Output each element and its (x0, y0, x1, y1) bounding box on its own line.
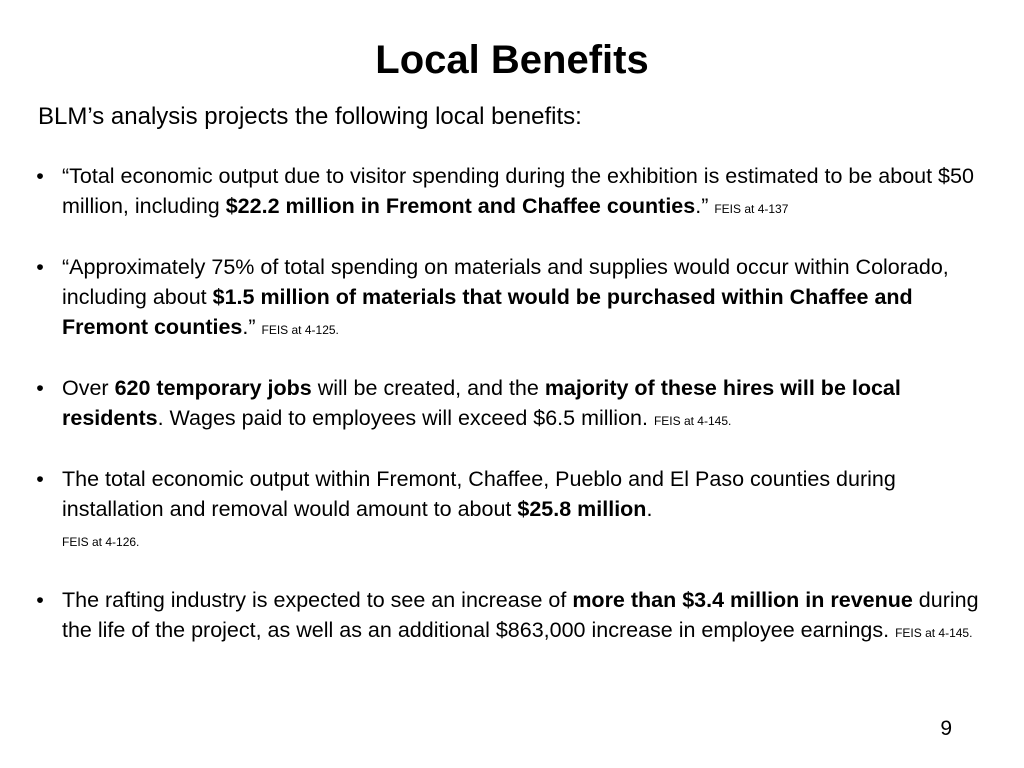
bullet-text: The rafting industry is expected to see an increase of (62, 588, 573, 612)
citation: FEIS at 4-145. (653, 414, 732, 428)
bullet-text: during the life of the project, as well as an additional $863,000 increase in employee earnings. (62, 588, 979, 642)
bullet-highlight: $25.8 million (517, 497, 647, 521)
bullet-dot-icon: • (36, 255, 44, 279)
bullet-dot-icon: • (36, 164, 44, 188)
bullet-highlight: majority of these hires will be local residents (62, 376, 901, 430)
bullet-text: .” (242, 315, 262, 339)
intro-text: BLM’s analysis projects the following local benefits: (38, 103, 582, 130)
bullet-text: The total economic output within Fremont, Chaffee, Pueblo and El Paso counties during installation and removal would amount to about (62, 467, 896, 521)
bullet-item (30, 161, 985, 224)
bullet-highlight: 620 temporary jobs (114, 376, 312, 400)
bullet-text: will be created, and the (311, 376, 545, 400)
citation: FEIS at 4-126. (62, 535, 140, 549)
citation: FEIS at 4-137 (714, 202, 789, 216)
bullet-highlight: more than $3.4 million in revenue (572, 588, 913, 612)
benefits-list (30, 161, 985, 676)
bullet-item (30, 585, 985, 648)
page-number: 9 (940, 717, 952, 740)
bullet-text: . (646, 497, 653, 521)
bullet-text: Over (62, 376, 115, 400)
bullet-item (30, 373, 985, 436)
bullet-text: “Approximately 75% of total spending on materials and supplies would occur within Colorado, including about (62, 255, 949, 309)
bullet-dot-icon: • (36, 467, 44, 491)
bullet-dot-icon: • (36, 588, 44, 612)
bullet-highlight: $22.2 million in Fremont and Chaffee counties (225, 194, 696, 218)
bullet-item (30, 252, 985, 345)
bullet-text: “Total economic output due to visitor spending during the exhibition is estimated to be about $50 million, including (62, 164, 974, 218)
bullet-item (30, 464, 985, 557)
bullet-highlight: $1.5 million of materials that would be purchased within Chaffee and Fremont counties (62, 285, 913, 339)
citation: FEIS at 4-125. (261, 323, 339, 337)
bullet-text: . Wages paid to employees will exceed $6.5 million. (157, 406, 654, 430)
slide-title: Local Benefits (375, 38, 649, 82)
bullet-dot-icon: • (36, 376, 44, 400)
citation: FEIS at 4-145. (895, 626, 973, 640)
bullet-text: .” (695, 194, 715, 218)
